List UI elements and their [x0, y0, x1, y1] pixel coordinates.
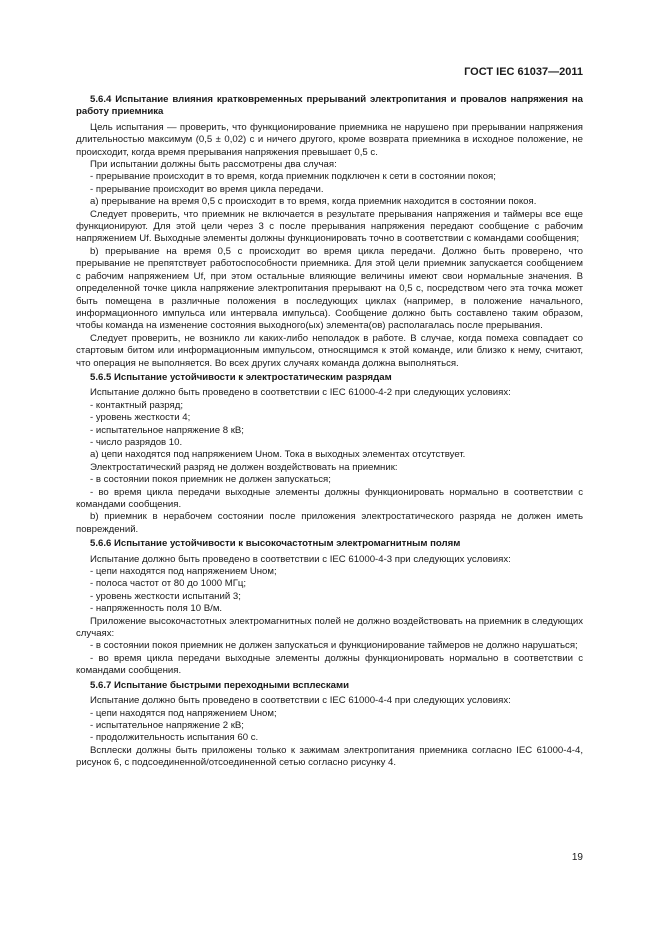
- list-item: - продолжительность испытания 60 с.: [90, 732, 259, 744]
- paragraph: Следует проверить, не возникло ли каких-либо неполадок в работе. В случае, когда помеха совпадает со стартовым битом или информационным импульсом, относящимся к этой команде, или близко к нему, считают, что операция не выполняется. Во всех других случаях команда должна выполняться.: [76, 332, 583, 369]
- page-body: [76, 94, 583, 770]
- section-5-6-7-heading: 5.6.7 Испытание быстрыми переходными всплесками: [90, 679, 350, 691]
- list-item: - напряженность поля 10 В/м.: [90, 603, 223, 615]
- paragraph: Испытание должно быть проведено в соответствии с IEC 61000-4-3 при следующих условиях:: [90, 553, 511, 565]
- paragraph: b) приемник в нерабочем состоянии после приложения электростатического разряда не должен иметь повреждений.: [76, 511, 583, 535]
- page-number: 19: [571, 852, 583, 863]
- list-item: - полоса частот от 80 до 1000 МГц;: [90, 578, 247, 590]
- section-5-6-4-heading: 5.6.4 Испытание влияния кратковременных прерываний электропитания и провалов напряжения на работу приемника: [76, 94, 583, 118]
- list-item: - прерывание происходит во время цикла передачи.: [90, 183, 324, 195]
- paragraph: При испытании должны быть рассмотрены два случая:: [90, 159, 337, 171]
- list-item: - в состоянии покоя приемник не должен запускаться и функционирование таймеров не должно нарушаться;: [90, 640, 578, 652]
- list-item: - контактный разряд;: [90, 399, 183, 411]
- document-header: ГОСТ IEC 61037—2011: [464, 66, 583, 78]
- list-item: - во время цикла передачи выходные элементы должны функционировать нормально в соответствии с командами сообщения.: [76, 486, 583, 510]
- paragraph: Цель испытания — проверить, что функционирование приемника не нарушено при прерывании напряжения длительностью максимум (0,5 ± 0,02) с и ничего другого, кроме возврата приемника в исходное положение, не происходит, когда время прерывания напряжения превышает 0,5 с.: [76, 121, 583, 158]
- list-item: - в состоянии покоя приемник не должен запускаться;: [90, 474, 331, 486]
- list-item: - цепи находятся под напряжением Uном;: [90, 707, 277, 719]
- section-5-6-5-heading: 5.6.5 Испытание устойчивости к электростатическим разрядам: [90, 371, 392, 383]
- paragraph: а) цепи находятся под напряжением Uном. Тока в выходных элементах отсутствует.: [90, 449, 466, 461]
- list-item: - во время цикла передачи выходные элементы должны функционировать нормально в соответствии с командами сообщения.: [76, 652, 583, 677]
- paragraph: а) прерывание на время 0,5 с происходит в то время, когда приемник находится в состоянии покоя.: [90, 196, 537, 208]
- list-item: - цепи находятся под напряжением Uном;: [90, 566, 277, 578]
- list-item: - прерывание происходит в то время, когда приемник подключен к сети в состоянии покоя;: [90, 171, 496, 183]
- list-item: - уровень жесткости 4;: [90, 412, 191, 424]
- section-5-6-6-heading: 5.6.6 Испытание устойчивости к высокочастотным электромагнитным полям: [90, 538, 461, 550]
- paragraph: Следует проверить, что приемник не включается в результате прерывания напряжения и таймеры все еще функционируют. Для этой цели через 3 с после прерывания напряжения передают сообщение с рабочим напряжением Uf. Выходные элементы должны функционировать точно в соответствии с командами сообщения;: [76, 208, 583, 245]
- paragraph: Электростатический разряд не должен воздействовать на приемник:: [90, 461, 398, 473]
- paragraph: Испытание должно быть проведено в соответствии с IEC 61000-4-4 при следующих условиях:: [90, 695, 511, 707]
- paragraph: Приложение высокочастотных электромагнитных полей не должно воздействовать на приемник в следующих случаях:: [76, 615, 583, 640]
- list-item: - число разрядов 10.: [90, 436, 183, 448]
- paragraph: b) прерывание на время 0,5 с происходит во время цикла передачи. Должно быть проверено, что прерывание не препятствует работоспособности приемника. Для этой цели приемник запускается сообщением с рабочим напряжением Uf, при этом остальные влияющие величины имеют свои нормальные значения. В определенной точке цикла напряжение электропитания прерывают на 0,5 с, посредством чего эта точка может быть помещена в различные положения в последующих циклах (например, в положение начального, информационного импульса или интервала импульса). Сообщение должно быть составлено таким образом, чтобы команда на изменение состояния выходного(ых) элемента(ов) располагалась после прерывания.: [76, 245, 583, 332]
- list-item: - испытательное напряжение 8 кВ;: [90, 424, 244, 436]
- paragraph: Всплески должны быть приложены только к зажимам электропитания приемника согласно IEC 61000-4-4, рисунок 6, с подсоединенной/отсоединенной сетью согласно рисунку 4.: [76, 744, 583, 769]
- paragraph: Испытание должно быть проведено в соответствии с IEC 61000-4-2 при следующих условиях:: [90, 387, 511, 399]
- list-item: - уровень жесткости испытаний 3;: [90, 590, 241, 602]
- list-item: - испытательное напряжение 2 кВ;: [90, 719, 244, 731]
